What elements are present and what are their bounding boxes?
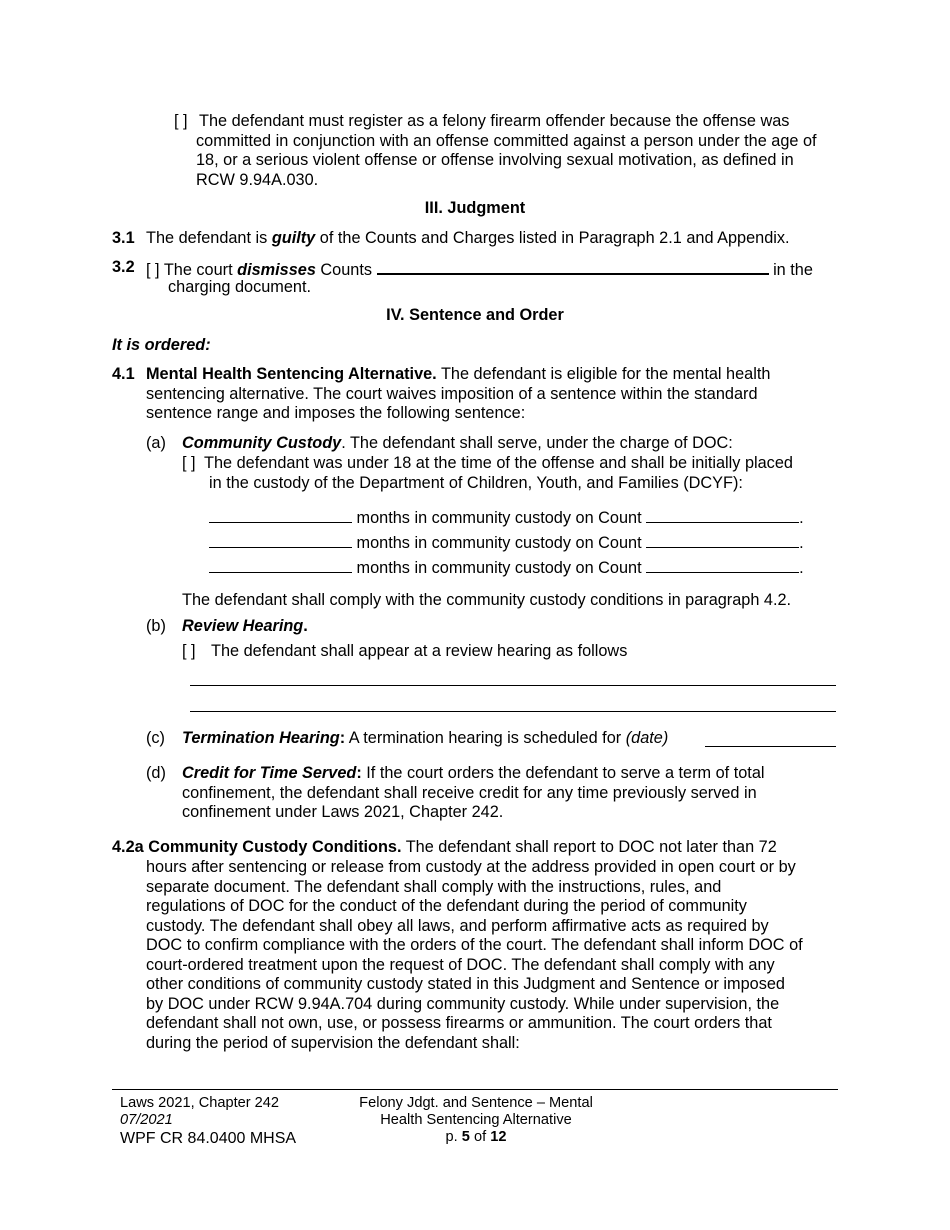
dismissed-counts-field[interactable] xyxy=(377,258,769,275)
months-field[interactable] xyxy=(209,557,352,573)
custody-row: months in community custody on Count . xyxy=(209,507,804,529)
months-field[interactable] xyxy=(209,507,352,523)
count-field[interactable] xyxy=(646,557,799,573)
footer-rule xyxy=(112,1089,838,1090)
para-4-2a-body: hours after sentencing or release from custody at the address provided in open court or by separate document. The defendant shall comply with the instructions, rules, and regulations of DOC for the conduct of the defendant during the period of community custody. The defendant shall obey all laws, and perform affirmative acts as required by DOC to confirm compliance with the orders of the court. The defendant shall inform DOC of court-ordered treatment upon the request of DOC. The defendant shall comply with any other conditions of community custody stated in this Judgment and Sentence or imposed by DOC under RCW 9.94A.704 during community custody. While under supervision, the defendant shall not own, use, or possess firearms or ammunition. The court orders that during the period of supervision the defendant shall: xyxy=(146,858,803,1052)
judgment-heading: III. Judgment xyxy=(424,199,526,217)
firearm-text: The defendant must register as a felony firearm offender because the offense was committed in conjunction with an offense committed against a person under the age of 18, or a serious violent offense or offense involving sexual motivation, as defined in RCW 9.94A.030. xyxy=(196,112,817,189)
para-3-2-number: 3.2 xyxy=(112,258,135,276)
item-b-title: Review Hearing. xyxy=(182,617,308,635)
page-number: p. 5 of 12 xyxy=(445,1129,507,1145)
review-details-line[interactable] xyxy=(190,685,836,686)
item-a: Community Custody. The defendant shall serve, under the charge of DOC: xyxy=(182,434,733,452)
para-3-1: The defendant is guilty of the Counts and Charges listed in Paragraph 2.1 and Appendix. xyxy=(146,229,790,247)
para-4-1-number: 4.1 xyxy=(112,365,135,383)
para-3-2-continuation: charging document. xyxy=(168,278,312,296)
firearm-checkbox[interactable]: [ ] xyxy=(174,112,188,130)
months-field[interactable] xyxy=(209,532,352,548)
custody-row: months in community custody on Count . xyxy=(209,532,804,554)
count-field[interactable] xyxy=(646,532,799,548)
review-text: The defendant shall appear at a review hearing as follows xyxy=(211,642,628,660)
para-4-1: Mental Health Sentencing Alternative. The defendant is eligible for the mental health sentencing alternative. The court waives imposition of a sentence within the standard sentence range and imposes the following sentence: xyxy=(146,365,771,422)
dcyf-checkbox[interactable]: [ ] xyxy=(182,454,196,472)
para-4-2a-first-line: 4.2a Community Custody Conditions. The defendant shall report to DOC not later than 72 xyxy=(112,838,777,856)
para-3-2: [ ] The court dismisses Counts in the xyxy=(146,258,813,281)
count-field[interactable] xyxy=(646,507,799,523)
item-d-label: (d) xyxy=(146,764,166,782)
comply-text: The defendant shall comply with the community custody conditions in paragraph 4.2. xyxy=(182,591,792,609)
item-a-label: (a) xyxy=(146,434,166,452)
custody-row: months in community custody on Count . xyxy=(209,557,804,579)
item-d: Credit for Time Served: If the court orders the defendant to serve a term of total confinement, the defendant shall receive credit for any time previously served in confinement under Laws 2021, Chapter 242. xyxy=(182,764,765,821)
item-c-label: (c) xyxy=(146,729,165,747)
dismiss-checkbox[interactable]: [ ] xyxy=(146,261,160,279)
item-c: Termination Hearing: A termination hearing is scheduled for (date) xyxy=(182,729,669,747)
termination-date-field[interactable] xyxy=(705,746,836,747)
it-is-ordered: It is ordered: xyxy=(112,336,211,354)
review-checkbox[interactable]: [ ] xyxy=(182,642,196,660)
footer-center: Felony Jdgt. and Sentence – Mental Health Sentencing Alternative p. 5 of 12 xyxy=(340,1095,612,1146)
review-details-line[interactable] xyxy=(190,711,836,712)
para-3-1-number: 3.1 xyxy=(112,229,135,247)
item-b-label: (b) xyxy=(146,617,166,635)
footer-left: Laws 2021, Chapter 242 07/2021 WPF CR 84.0400 MHSA xyxy=(120,1095,297,1147)
dcyf-text: The defendant was under 18 at the time of the offense and shall be initially placed in the custody of the Department of Children, Youth, and Families (DCYF): xyxy=(204,454,793,492)
sentence-heading: IV. Sentence and Order xyxy=(386,306,564,324)
